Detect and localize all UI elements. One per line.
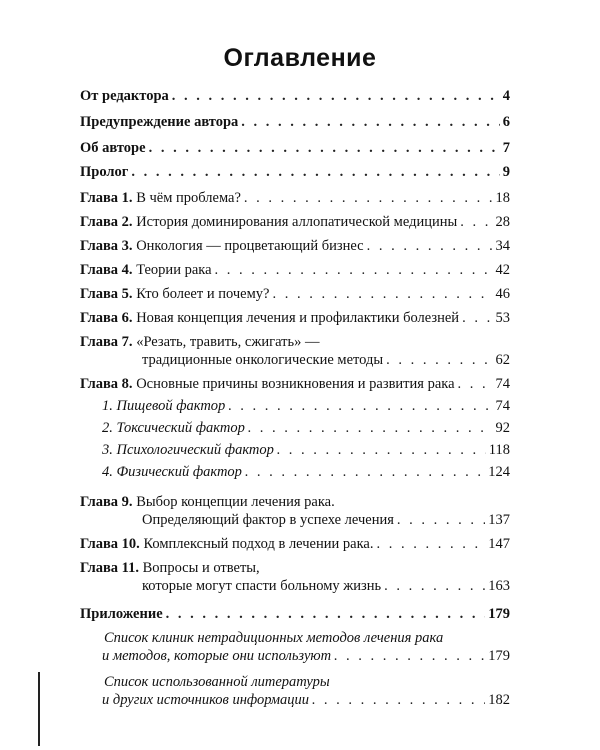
chapter-prefix: Глава 9. [80,494,133,510]
toc-entry-chapter-2[interactable] [80,214,510,231]
toc-entry-label: Предупреждение автора [80,114,239,130]
leader-dots [248,420,493,437]
toc-page-number: 179 [488,606,510,622]
leader-dots [384,578,485,595]
toc-page-number: 62 [495,352,510,368]
toc-entry-label: Основные причины возникновения и развития рака [136,376,455,392]
leader-dots [149,140,500,157]
toc-entry-chapter-8[interactable] [80,376,510,393]
toc-page-number: 137 [488,512,510,528]
toc-entry-label: 4. Физический фактор [102,464,242,480]
toc-page-number: 4 [502,88,510,104]
toc-entry-label: Пролог [80,164,129,180]
chapter-prefix: Глава 4. [80,262,133,278]
leader-dots [458,376,493,393]
chapter-prefix: Глава 3. [80,238,133,254]
toc-entry-chapter-1[interactable] [80,190,510,207]
leader-dots [460,214,492,231]
chapter-prefix: Глава 1. [80,190,133,206]
chapter-prefix: Глава 5. [80,286,133,302]
leader-dots [215,262,493,279]
toc-entry-label-continued: Определяющий фактор в успехе лечения [142,512,394,528]
toc-entry-chapter-11[interactable] [80,578,510,595]
toc-entry-references-line1[interactable] [104,674,330,691]
toc-entry-chapter-9[interactable] [80,512,510,529]
toc-entry-chapter-6[interactable] [80,310,510,327]
toc-entry-clinics-list[interactable] [80,648,510,665]
toc-entry-label: Об авторе [80,140,146,156]
toc-page-number: 163 [488,578,510,594]
toc-page-number: 74 [495,376,510,392]
toc-page-number: 182 [488,692,510,708]
toc-entry-label: Теории рака [136,262,212,278]
toc-page-number: 124 [488,464,510,480]
toc-page-number: 9 [502,164,510,180]
toc-page-number: 46 [495,286,510,302]
toc-page-number: 53 [495,310,510,326]
toc-entry-clinics-list-line1[interactable] [104,630,443,647]
toc-entry-label-continued: и других источников информации [102,692,310,708]
toc-entry-label: Новая концепция лечения и профилактики болезней [136,310,460,326]
toc-page-number: 179 [488,648,510,664]
toc-entry-appendix[interactable] [80,606,510,623]
toc-entry-label-continued: и методов, которые они используют [102,648,332,664]
toc-entry-chapter-11-line1[interactable] [80,560,260,577]
toc-entry-references[interactable] [80,692,510,709]
leader-dots [312,692,485,709]
leader-dots [166,606,486,623]
toc-entry-chapter-5[interactable] [80,286,510,303]
toc-entry-label: 1. Пищевой фактор [102,398,226,414]
leader-dots [172,88,500,105]
toc-entry-about-author[interactable] [80,140,510,157]
toc-entry-chapter-7-line1[interactable] [80,334,319,351]
toc-entry-editor[interactable] [80,88,510,105]
chapter-prefix: Глава 7. [80,334,133,350]
toc-page-number: 18 [495,190,510,206]
toc-entry-physical-factor[interactable] [80,464,510,481]
leader-dots [462,310,492,327]
toc-entry-label: Приложение [80,606,163,622]
toc-entry-chapter-3[interactable] [80,238,510,255]
toc-page-number: 42 [495,262,510,278]
toc-page-number: 34 [495,238,510,254]
leader-dots [367,238,493,255]
toc-entry-label: Кто болеет и почему? [136,286,270,302]
toc-entry-label: В чём проблема? [136,190,241,206]
toc-entry-chapter-4[interactable] [80,262,510,279]
toc-page-number: 6 [502,114,510,130]
chapter-prefix: Глава 2. [80,214,133,230]
toc-entry-label-continued: которые могут спасти больному жизнь [142,578,382,594]
chapter-prefix: Глава 8. [80,376,133,392]
leader-dots [241,114,499,131]
leader-dots [272,286,492,303]
toc-entry-label: «Резать, травить, сжигать» — [136,334,320,350]
toc-page-number: 74 [495,398,510,414]
toc-entry-label: Выбор концепции лечения рака. [136,494,335,510]
toc-entry-chapter-9-line1[interactable] [80,494,335,511]
leader-dots [376,536,485,553]
chapter-prefix: Глава 6. [80,310,133,326]
leader-dots [228,398,492,415]
toc-entry-label: 3. Психологический фактор [102,442,274,458]
toc-entry-label: История доминирования аллопатической медицины [136,214,458,230]
toc-page-number: 118 [488,442,510,458]
toc-entry-label: 2. Токсический фактор [102,420,245,436]
toc-entry-chapter-10[interactable] [80,536,510,553]
toc-page-number: 92 [495,420,510,436]
leader-dots [131,164,499,181]
page-edge-line [38,672,40,746]
toc-entry-label: Комплексный подход в лечении рака. [143,536,374,552]
toc-entry-prologue[interactable] [80,164,510,181]
chapter-prefix: Глава 10. [80,536,140,552]
leader-dots [386,352,492,369]
toc-entry-label: От редактора [80,88,169,104]
leader-dots [245,464,485,481]
toc-entry-psychological-factor[interactable] [80,442,510,459]
toc-entry-food-factor[interactable] [80,398,510,415]
chapter-prefix: Глава 11. [80,560,140,576]
page-title: Оглавление [223,44,377,72]
leader-dots [244,190,493,207]
toc-entry-chapter-7[interactable] [80,352,510,369]
toc-page-number: 7 [502,140,510,156]
toc-entry-label-continued: традиционные онкологические методы [142,352,384,368]
toc-page-number: 147 [488,536,510,552]
toc-entry-label: Список клиник нетрадиционных методов лечения рака [104,630,444,646]
toc-entry-label: Вопросы и ответы, [142,560,260,576]
toc-entry-label: Список использованной литературы [104,674,330,690]
toc-entry-author-warning[interactable] [80,114,510,131]
leader-dots [397,512,485,529]
leader-dots [334,648,485,665]
toc-entry-label: Онкология — процветающий бизнес [136,238,364,254]
toc-page-number: 28 [495,214,510,230]
leader-dots [277,442,486,459]
toc-entry-toxic-factor[interactable] [80,420,510,437]
